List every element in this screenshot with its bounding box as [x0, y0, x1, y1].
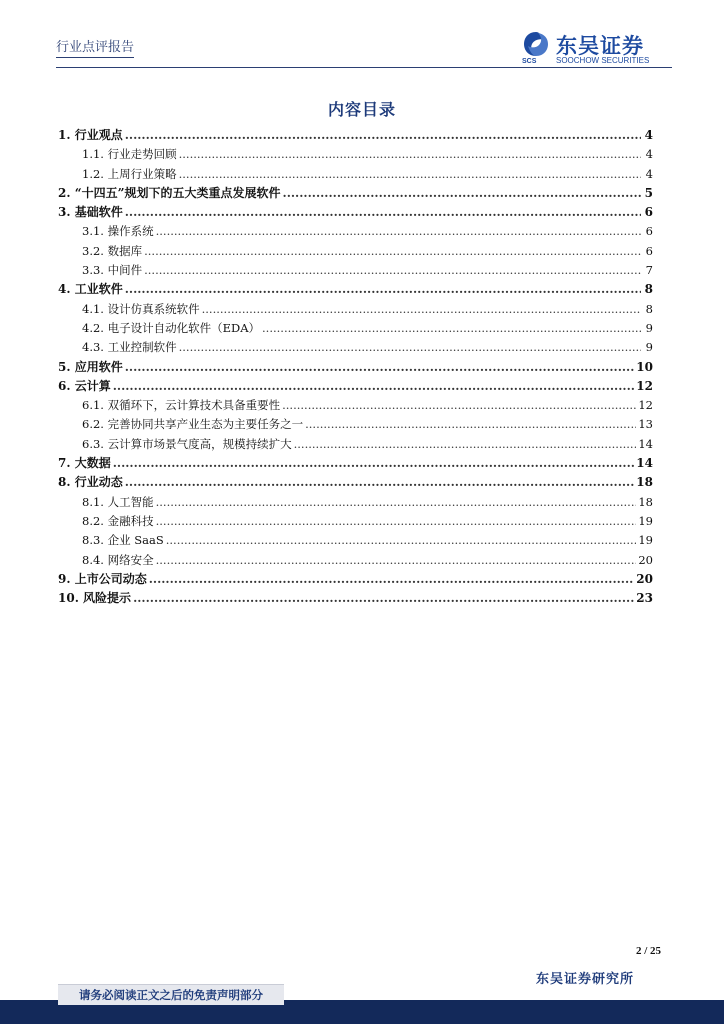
toc-entry-page: 4 [645, 166, 653, 181]
toc-entry[interactable] [58, 261, 653, 280]
toc-entry-label: 9. 上市公司动态 [58, 571, 147, 586]
toc-leader-dots [125, 280, 641, 299]
toc-leader-dots [125, 358, 635, 377]
toc-leader-dots [305, 415, 636, 434]
toc-entry[interactable] [58, 280, 653, 299]
toc-entry-label: 8.1. 人工智能 [82, 494, 154, 509]
toc-entry-page: 19 [638, 533, 653, 548]
toc-entry-label: 3.3. 中间件 [82, 263, 143, 278]
toc-leader-dots [202, 300, 641, 319]
toc-entry[interactable] [58, 145, 653, 164]
toc-entry-label: 4.1. 设计仿真系统软件 [82, 301, 200, 316]
toc-leader-dots [125, 126, 641, 145]
toc-entry-page: 6 [644, 205, 653, 220]
toc-entry-page: 9 [645, 340, 653, 355]
toc-leader-dots [283, 184, 641, 203]
toc-leader-dots [149, 570, 635, 589]
disclaimer-box [58, 984, 284, 1005]
toc-entry-page: 10 [636, 359, 653, 374]
toc-leader-dots [156, 222, 641, 241]
toc-entry[interactable] [58, 589, 653, 608]
toc-entry[interactable] [58, 242, 653, 261]
toc-entry-label: 6.1. 双循环下，云计算技术具备重要性 [82, 398, 281, 413]
toc-entry[interactable] [58, 300, 653, 319]
toc-leader-dots [125, 203, 641, 222]
toc-leader-dots [133, 589, 634, 608]
toc-entry-label: 8.3. 企业 SaaS [82, 533, 164, 548]
company-logo [522, 30, 672, 66]
toc-leader-dots [166, 531, 637, 550]
toc-entry[interactable] [58, 165, 653, 184]
toc-entry-page: 7 [645, 263, 653, 278]
logo-name-cn: 东吴证券 [556, 34, 644, 58]
toc-entry-page: 12 [636, 378, 653, 393]
toc-entry-page: 14 [636, 456, 653, 471]
toc-entry-label: 1. 行业观点 [58, 128, 123, 142]
toc-leader-dots [156, 551, 637, 570]
toc-entry[interactable] [58, 203, 653, 222]
toc-entry-page: 20 [636, 571, 653, 586]
toc-title: 内容目录 [327, 100, 396, 119]
toc-entry-page: 13 [638, 417, 653, 432]
toc-entry-label: 4.2. 电子设计自动化软件（EDA） [82, 320, 261, 335]
report-type-label: 行业点评报告 [56, 36, 134, 55]
toc-entry-page: 8 [644, 282, 653, 297]
toc-leader-dots [144, 261, 641, 280]
toc-entry[interactable] [58, 415, 653, 434]
toc-entry-page: 5 [644, 185, 653, 200]
disclaimer-text: 请务必阅读正文之后的免责声明部分 [79, 988, 263, 1002]
toc-entry-page: 18 [638, 494, 653, 509]
toc-entry-label: 3.1. 操作系统 [82, 224, 154, 239]
soochow-logo-icon [522, 30, 550, 60]
toc-entry[interactable] [58, 512, 653, 531]
toc-entry[interactable] [58, 338, 653, 357]
toc-leader-dots [113, 377, 635, 396]
institute-name: 东吴证券研究所 [536, 972, 635, 987]
toc-entry[interactable] [58, 551, 653, 570]
toc-leader-dots [262, 319, 641, 338]
toc-entry[interactable] [58, 319, 653, 338]
toc-entry[interactable] [58, 396, 653, 415]
toc-entry-page: 4 [644, 128, 653, 142]
toc-leader-dots [156, 493, 637, 512]
toc-entry-page: 12 [638, 398, 653, 413]
toc-entry[interactable] [58, 531, 653, 550]
toc-entry[interactable] [58, 454, 653, 473]
toc-entry-label: 1.1. 行业走势回顾 [82, 147, 177, 162]
toc-entry-page: 14 [638, 436, 653, 451]
table-of-contents [58, 126, 653, 608]
toc-entry[interactable] [58, 358, 653, 377]
toc-entry[interactable] [58, 570, 653, 589]
toc-entry-label: 7. 大数据 [58, 456, 111, 471]
toc-entry-page: 9 [645, 320, 653, 335]
toc-entry-label: 4. 工业软件 [58, 282, 123, 297]
toc-leader-dots [282, 396, 636, 415]
toc-entry-label: 10. 风险提示 [58, 591, 132, 606]
toc-entry-label: 3. 基础软件 [58, 205, 123, 220]
toc-entry-label: 6.3. 云计算市场景气度高，规模持续扩大 [82, 436, 292, 451]
toc-entry-label: 6. 云计算 [58, 378, 111, 393]
toc-entry-label: 1.2. 上周行业策略 [82, 166, 177, 181]
toc-entry-label: 5. 应用软件 [58, 359, 123, 374]
logo-abbr: SCS [522, 58, 537, 65]
toc-entry[interactable] [58, 435, 653, 454]
toc-leader-dots [179, 165, 641, 184]
toc-entry-page: 4 [645, 147, 653, 162]
header-divider [56, 67, 672, 68]
toc-entry[interactable] [58, 222, 653, 241]
toc-entry-label: 3.2. 数据库 [82, 243, 143, 258]
toc-entry[interactable] [58, 126, 653, 145]
toc-entry[interactable] [58, 493, 653, 512]
toc-entry-page: 23 [636, 591, 653, 606]
toc-entry-label: 6.2. 完善协同共享产业生态为主要任务之一 [82, 417, 304, 432]
toc-entry[interactable] [58, 184, 653, 203]
toc-leader-dots [179, 338, 641, 357]
logo-name-en: SOOCHOW SECURITIES [556, 56, 650, 65]
toc-entry-page: 8 [645, 301, 653, 316]
toc-entry-label: 8.4. 网络安全 [82, 552, 154, 567]
toc-entry-label: 2. “十四五”规划下的五大类重点发展软件 [58, 185, 281, 200]
toc-entry-label: 8.2. 金融科技 [82, 513, 154, 528]
toc-leader-dots [125, 473, 635, 492]
toc-entry-label: 8. 行业动态 [58, 475, 123, 490]
toc-leader-dots [144, 242, 641, 261]
toc-entry-page: 19 [638, 513, 653, 528]
toc-entry-page: 18 [636, 475, 653, 490]
toc-leader-dots [113, 454, 635, 473]
toc-entry-label: 4.3. 工业控制软件 [82, 340, 177, 355]
toc-entry-page: 6 [645, 243, 653, 258]
toc-leader-dots [179, 145, 641, 164]
toc-entry-page: 20 [638, 552, 653, 567]
toc-leader-dots [294, 435, 637, 454]
toc-leader-dots [156, 512, 637, 531]
toc-entry-page: 6 [645, 224, 653, 239]
page-indicator: 2 / 25 [636, 945, 662, 957]
toc-entry[interactable] [58, 377, 653, 396]
toc-entry[interactable] [58, 473, 653, 492]
